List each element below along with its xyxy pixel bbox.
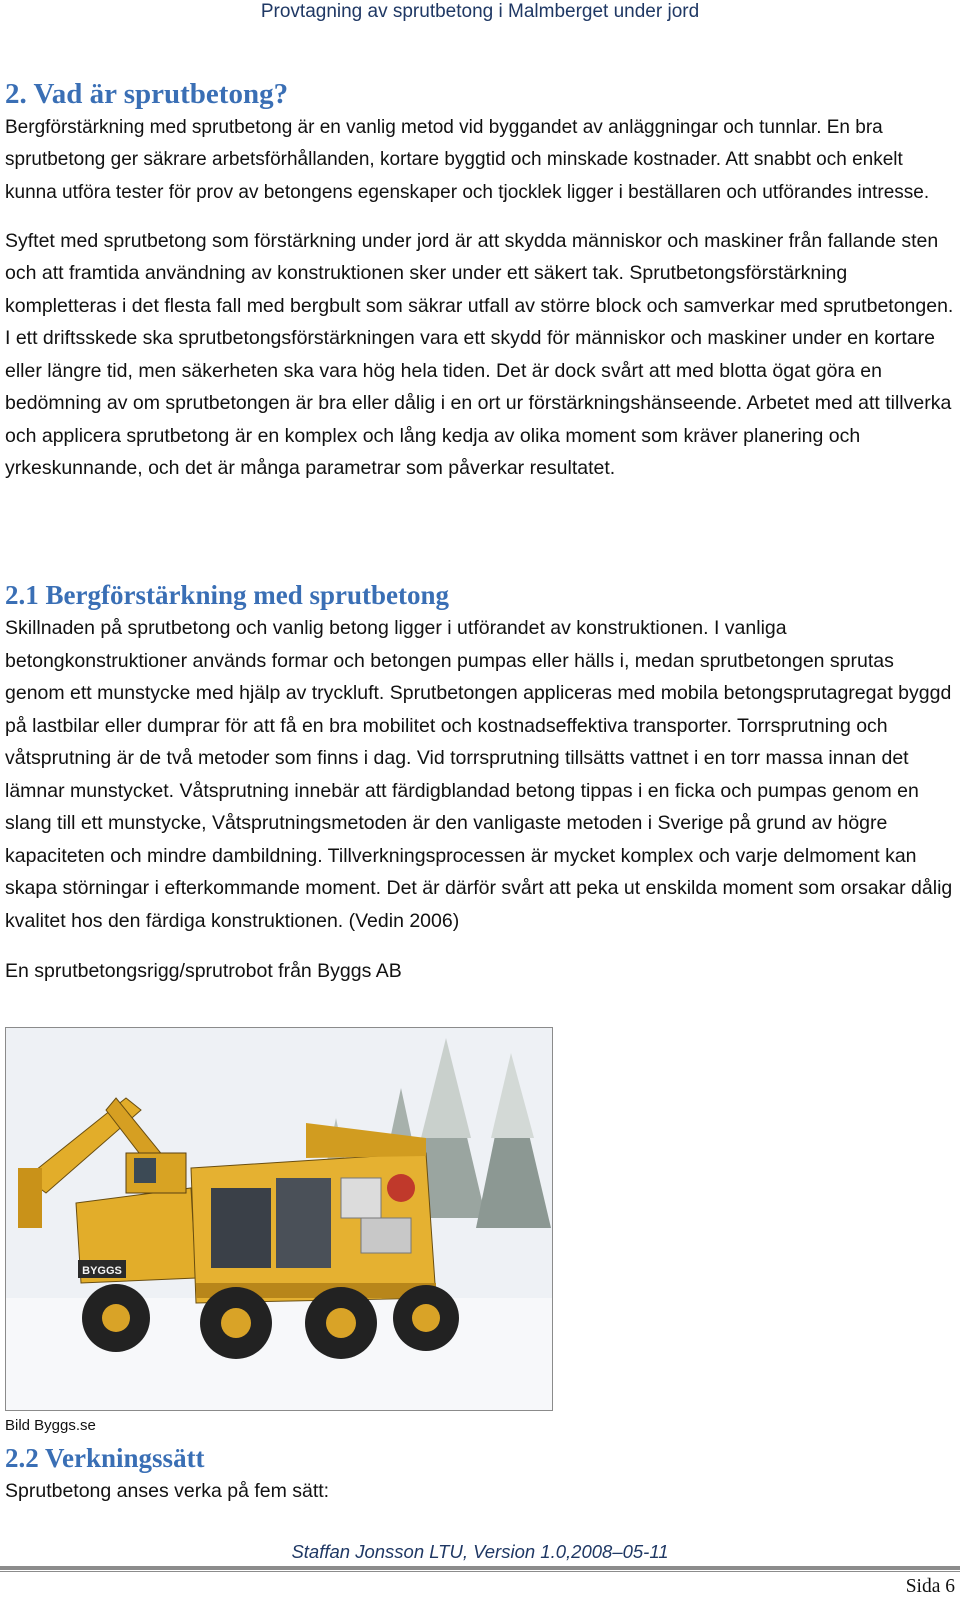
figure-intro: En sprutbetongsrigg/sprutrobot från Byggs AB <box>5 960 402 982</box>
section-2 <box>5 76 955 485</box>
section-2-1 <box>5 578 955 988</box>
subsection-heading: 2.1 Bergförstärkning med sprutbetong <box>5 580 449 610</box>
sprayer-rig-illustration <box>6 1028 553 1411</box>
section-heading: 2. Vad är sprutbetong? <box>5 78 289 110</box>
body-paragraph: Skillnaden på sprutbetong och vanlig betong ligger i utförandet av konstruktionen. I vanliga betongkonstruktioner används formar och betongen pumpas eller hälls i, medan sprutbetongen sprutas genom ett munstycke med hjälp av tryckluft. Sprutbetongen appliceras med mobila betongsprutagregat byggd på lastbilar eller dumprar för att få en bra mobilitet och kostnadseffektiva transporter. Torrsprutning och våtsprutning är de två metoder som finns i dag. Vid torrsprutning tillsätts vattnet i en torr massa innan det lämnar munstycket. Våtsprutning innebär att färdigblandad betong tippas i en ficka och pumpas genom en slang till ett munstycke, Våtsprutningsmetoden är den vanligaste metoden i Sverige på grund av högre kapaciteten och mindre dambildning. Tillverkningsprocessen är mycket komplex och varje delmoment kan skapa störningar i efterkommande moment. Det är därför svårt att peka ut enskilda moment som orsakar dålig kvalitet hos den färdiga konstruktionen. (Vedin 2006) <box>5 617 953 932</box>
section-2-2 <box>5 1441 955 1508</box>
footer-divider <box>0 1571 960 1572</box>
rig-logo-text: BYGGS <box>82 1265 122 1277</box>
body-paragraph: Bergförstärkning med sprutbetong är en vanlig metod vid byggandet av anläggningar och tunnlar. En bra sprutbetong ger säkrare arbetsförhållanden, kortare byggtid och minskade kostnader. Att snabbt och enkelt kunna utföra tester för prov av betongens egenskaper och tjocklek ligger i beställaren och utförandes intresse. <box>5 117 930 203</box>
figure-source: Bild Byggs.se <box>5 1417 96 1434</box>
running-header: Provtagning av sprutbetong i Malmberget under jord <box>260 1 700 22</box>
footer-author: Staffan Jonsson LTU, Version 1.0,2008–05-11 <box>291 1541 669 1562</box>
footer-divider <box>0 1566 960 1570</box>
subsection-heading: 2.2 Verkningssätt <box>5 1443 205 1473</box>
page-number: Sida 6 <box>905 1576 955 1597</box>
figure-caption <box>5 1416 955 1436</box>
body-paragraph: Sprutbetong anses verka på fem sätt: <box>5 1480 330 1502</box>
figure-photo <box>5 1027 553 1411</box>
body-paragraph: Syftet med sprutbetong som förstärkning under jord är att skydda människor och maskiner från fallande sten och att framtida användning av konstruktionen sker under ett säkert tak. Sprutbetongsförstärkning kompletteras i det flesta fall med bergbult som säkrar utfall av större block och samverkar med sprutbetongen. I ett driftsskede ska sprutbetongsförstärkningen vara ett skydd för människor och maskiner under en kortare eller längre tid, men säkerheten ska vara hög hela tiden. Det är dock svårt att med blotta ögat göra en bedömning av om sprutbetongen är bra eller dålig i en ort ur förstärkningshänseende. Arbetet med att tillverka och applicera sprutbetong är en komplex och lång kedja av olika moment som kräver planering och yrkeskunnande, och det är många parametrar som påverkar resultatet. <box>5 229 954 480</box>
